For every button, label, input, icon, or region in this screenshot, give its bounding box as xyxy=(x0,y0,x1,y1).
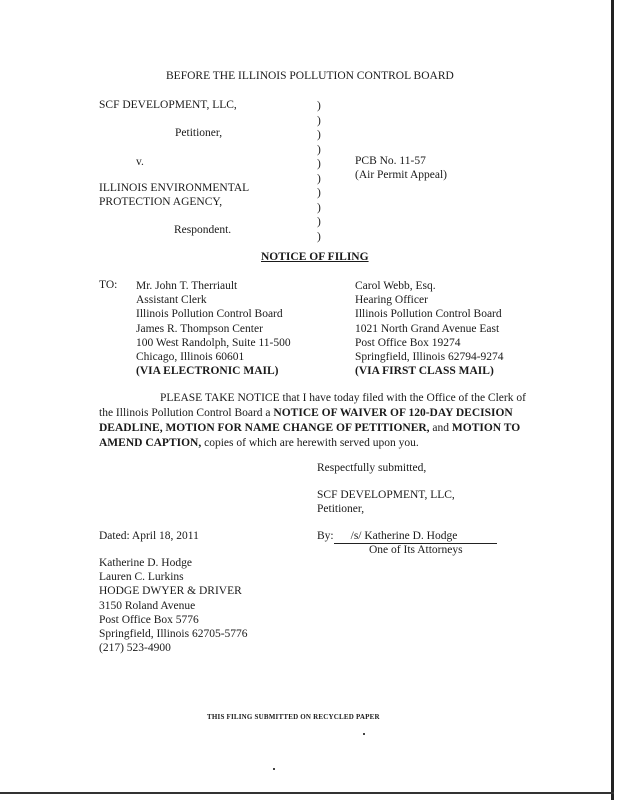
case-number: PCB No. 11-57 xyxy=(355,155,426,167)
address-line: Illinois Pollution Control Board xyxy=(355,308,502,321)
attorney-line: Post Office Box 5776 xyxy=(99,613,199,626)
paren: ) xyxy=(317,187,321,199)
paren: ) xyxy=(317,143,321,156)
paren: ) xyxy=(317,129,321,141)
caption-parentheses xyxy=(317,99,321,244)
address-line: 1021 North Grand Avenue East xyxy=(355,322,500,335)
paren: ) xyxy=(317,100,321,112)
e-signature: /s/ Katherine D. Hodge xyxy=(334,530,497,544)
paren: ) xyxy=(317,230,321,243)
body-text: PLEASE TAKE NOTICE that I have today filed with the Office of the Clerk of the Illinois Pollution Control Board a xyxy=(99,392,526,419)
respondent-line-2: PROTECTION AGENCY, xyxy=(99,196,223,208)
paren: ) xyxy=(317,158,321,170)
to-label: TO: xyxy=(99,279,118,291)
attorney-line: 3150 Roland Avenue xyxy=(99,599,196,612)
board-title: BEFORE THE ILLINOIS POLLUTION CONTROL BOARD xyxy=(166,70,454,82)
address-line: Post Office Box 19274 xyxy=(355,336,461,349)
address-line: Springfield, Illinois 62794-9274 xyxy=(355,351,504,364)
body-text: copies of which are herewith served upon you. xyxy=(201,437,419,449)
respondent-line-1: ILLINOIS ENVIRONMENTAL xyxy=(99,182,250,194)
scan-speck xyxy=(273,768,275,770)
respondent-role: Respondent. xyxy=(174,224,232,236)
dated: Dated: April 18, 2011 xyxy=(99,530,199,542)
attorney-line: Katherine D. Hodge xyxy=(99,557,192,569)
attorney-line: Lauren C. Lurkins xyxy=(99,571,184,584)
address-line: Chicago, Illinois 60601 xyxy=(136,351,245,364)
attorney-block xyxy=(99,556,248,655)
attorney-line: HODGE DWYER & DRIVER xyxy=(99,585,242,598)
signature-line-row xyxy=(317,530,497,544)
petitioner-role: Petitioner, xyxy=(175,127,223,139)
address-line: Assistant Clerk xyxy=(136,294,207,307)
attorney-line: (217) 523-4900 xyxy=(99,642,171,655)
address-line: Carol Webb, Esq. xyxy=(355,280,436,292)
signature-title: One of Its Attorneys xyxy=(369,544,463,556)
signature-party-role: Petitioner, xyxy=(317,503,365,515)
case-type: (Air Permit Appeal) xyxy=(355,169,447,181)
address-line: Hearing Officer xyxy=(355,294,428,307)
recipient-right xyxy=(355,279,504,378)
delivery-method: (VIA ELECTRONIC MAIL) xyxy=(136,365,279,378)
address-line: Illinois Pollution Control Board xyxy=(136,308,283,321)
notice-title: NOTICE OF FILING xyxy=(261,251,369,263)
address-line: Mr. John T. Therriault xyxy=(136,280,238,292)
recycled-paper-footer: THIS FILING SUBMITTED ON RECYCLED PAPER xyxy=(207,713,380,721)
by-label: By: xyxy=(317,530,334,542)
body-text: and xyxy=(429,422,452,434)
scan-edge-right xyxy=(611,0,614,800)
notice-paragraph xyxy=(99,391,529,451)
body-bold-motion: MOTION TO AMEND CAPTION, xyxy=(99,422,521,449)
body-bold-documents: NOTICE OF WAIVER OF 120-DAY DECISION DEADLINE, MOTION FOR NAME CHANGE OF PETITIONER, xyxy=(99,407,513,434)
address-line: James R. Thompson Center xyxy=(136,322,263,335)
versus: v. xyxy=(136,156,144,168)
petitioner-name: SCF DEVELOPMENT, LLC, xyxy=(99,99,237,111)
signature-party: SCF DEVELOPMENT, LLC, xyxy=(317,489,455,501)
attorney-line: Springfield, Illinois 62705-5776 xyxy=(99,628,248,641)
paren: ) xyxy=(317,172,321,185)
paren: ) xyxy=(317,201,321,214)
paren: ) xyxy=(317,216,321,228)
scan-speck xyxy=(363,733,365,735)
delivery-method: (VIA FIRST CLASS MAIL) xyxy=(355,365,494,378)
address-line: 100 West Randolph, Suite 11-500 xyxy=(136,336,291,349)
paren: ) xyxy=(317,114,321,127)
recipient-left xyxy=(136,279,291,378)
scan-edge-bottom xyxy=(0,792,614,794)
closing: Respectfully submitted, xyxy=(317,462,427,474)
